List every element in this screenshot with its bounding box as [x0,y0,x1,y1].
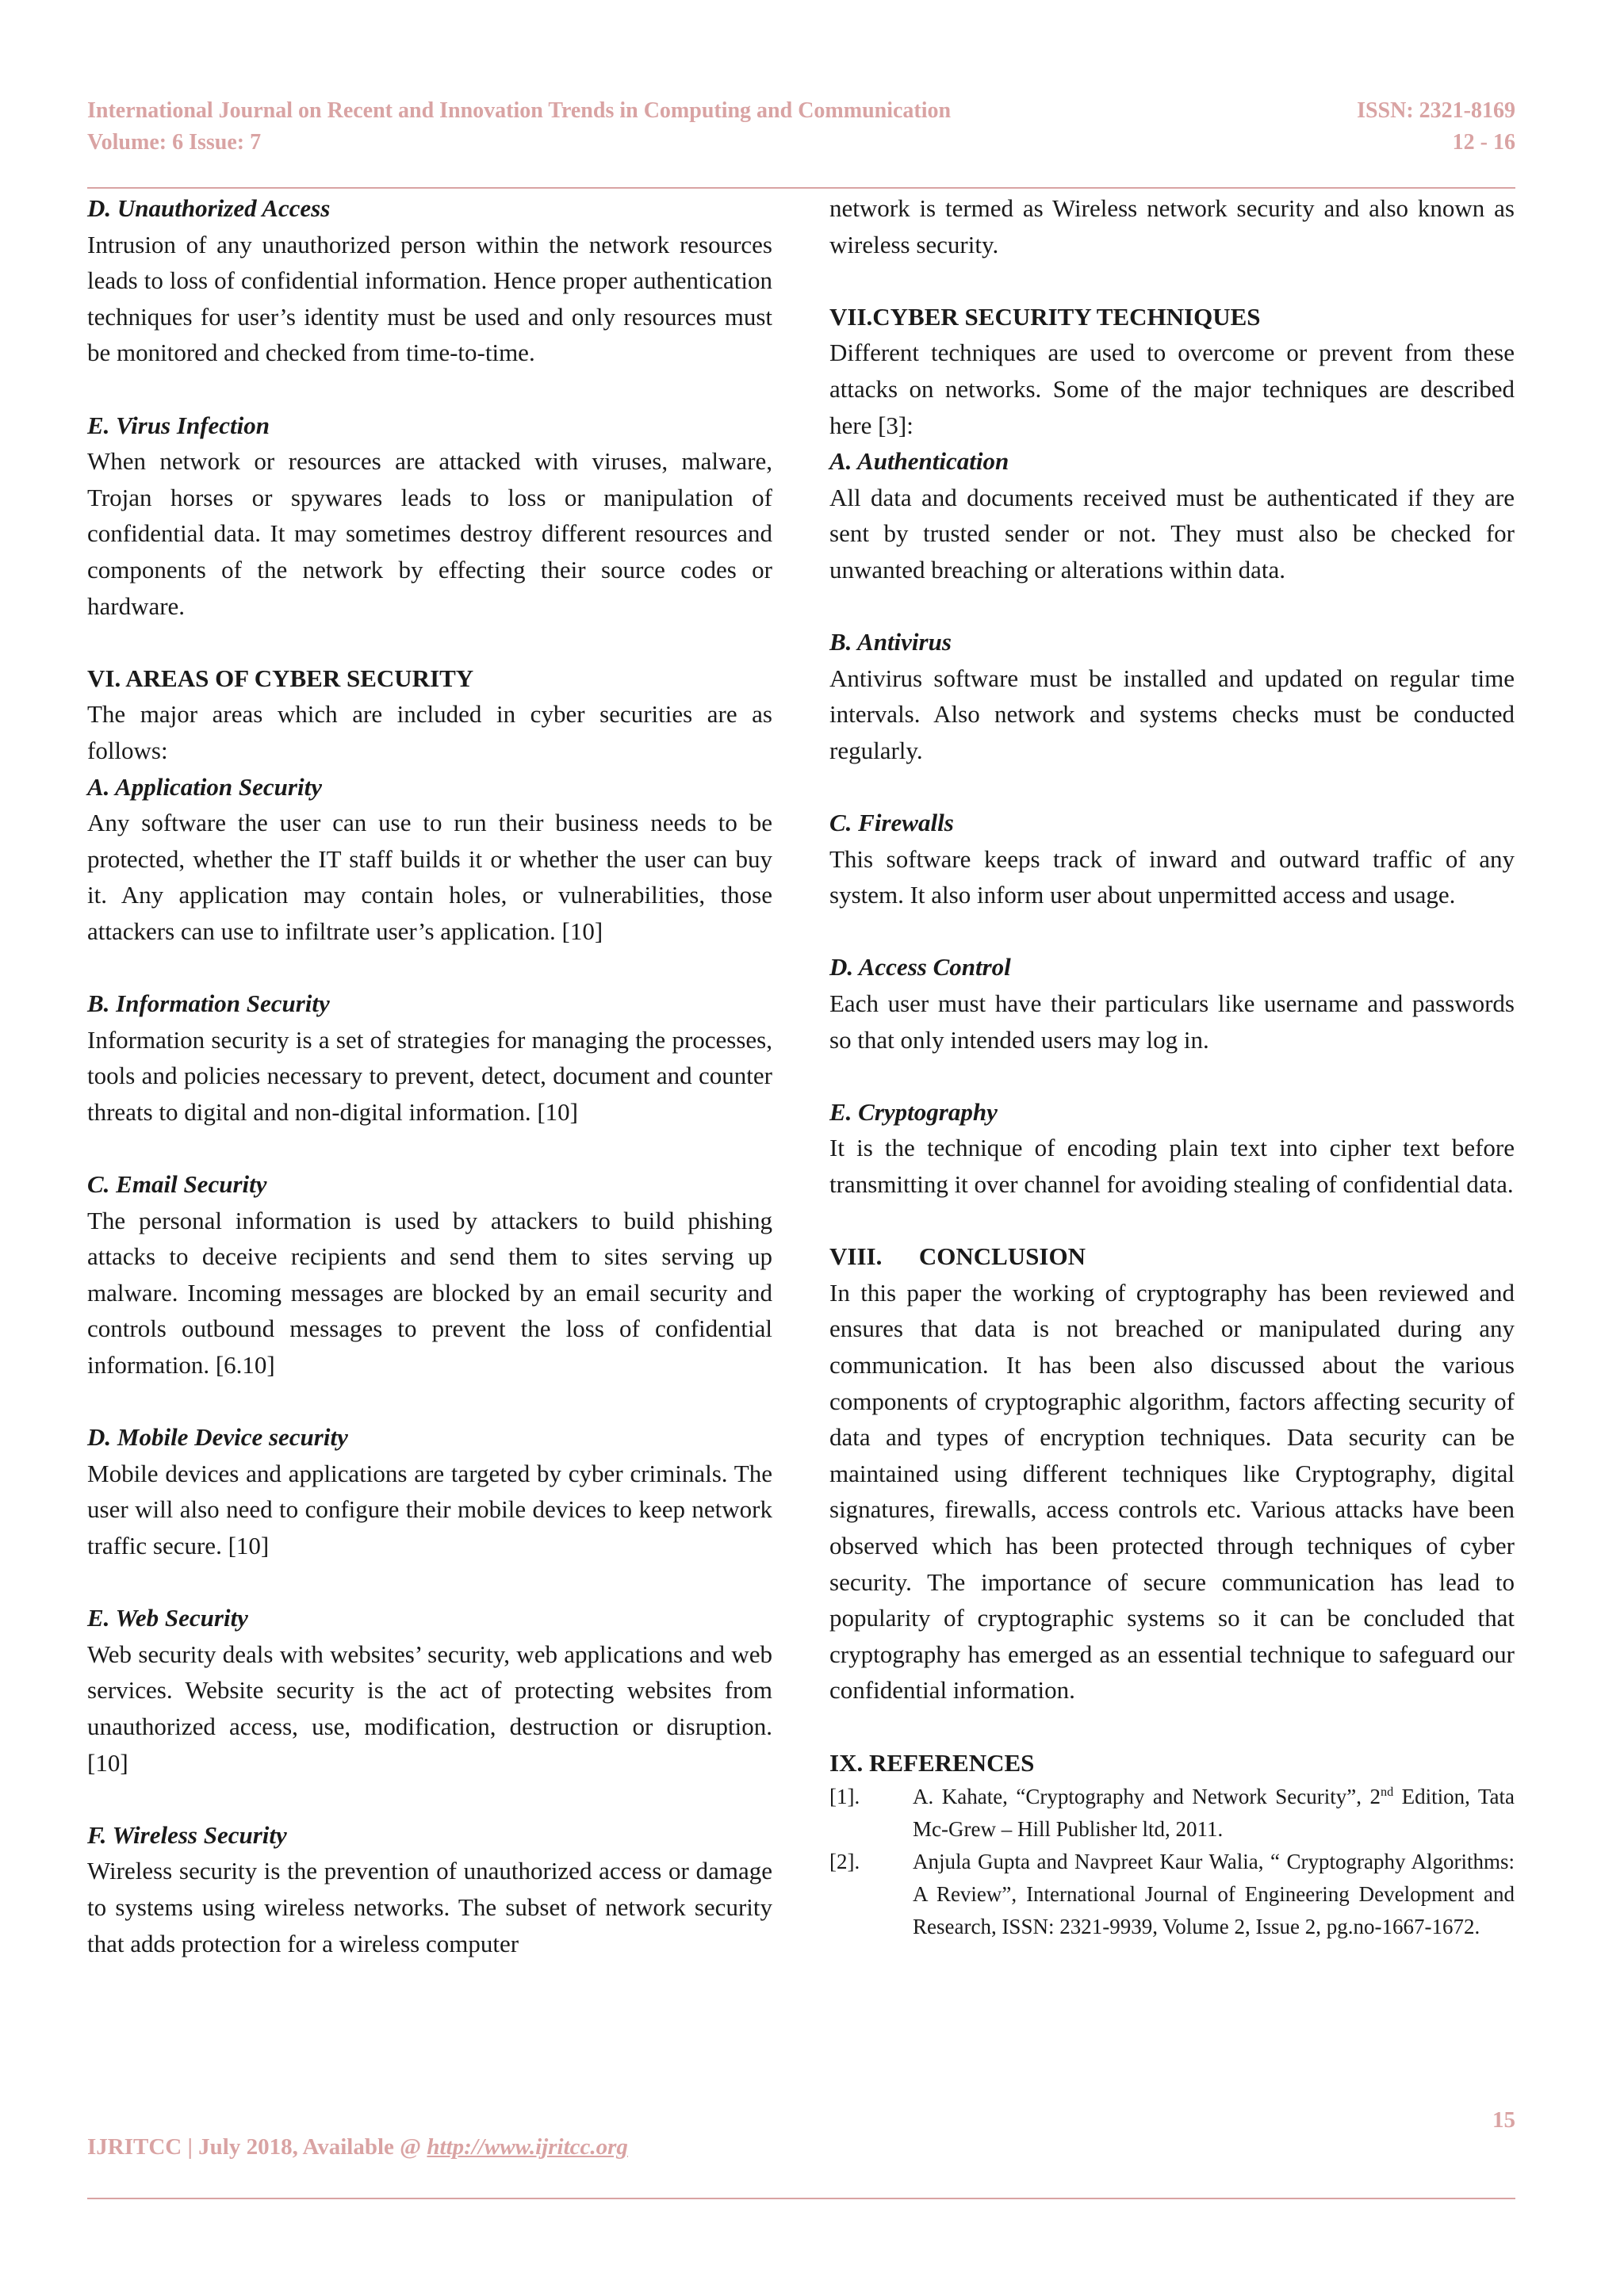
footer-text: IJRITCC | July 2018, Available @ [87,2134,427,2160]
paragraph: Each user must have their particulars like username and passwords so that only intended users may log in. [829,989,1515,1054]
page-range: 12 - 16 [1452,130,1515,155]
paragraph: The personal information is used by attackers to build phishing attacks to deceive recipients and send them to sites serving up malware. Incoming messages are blocked by an email security and controls outbound messages to prevent the loss of confidential information. [6.10] [87,1206,772,1379]
subsection-title: E. Cryptography [829,1097,998,1126]
reference-item [829,1781,1515,1846]
subsection-title: D. Mobile Device security [87,1423,348,1452]
paragraph: Wireless security is the prevention of unauthorized access or damage to systems using wireless networks. The subset of network security that adds protection for a wireless computer [87,1857,772,1957]
footer [87,2134,628,2160]
reference-text: Anjula Gupta and Navpreet Kaur Walia, “ Cryptography Algorithms: A Review”, International Journal of Engineering Development and Research, ISSN: 2321-9939, Volume 2, Issue 2, pg.no-1667-1672. [913,1850,1515,1939]
journal-name: International Journal on Recent and Innovation Trends in Computing and Communication [87,98,952,123]
paragraph: This software keeps track of inward and outward traffic of any system. It also inform user about unpermitted access and usage. [829,844,1515,909]
paragraph: Mobile devices and applications are targeted by cyber criminals. The user will also need to configure their mobile devices to keep network traffic secure. [10] [87,1459,772,1559]
subsection-title: C. Email Security [87,1170,267,1199]
issn: ISSN: 2321-8169 [1357,98,1515,123]
paragraph: network is termed as Wireless network security and also known as wireless security. [829,194,1515,258]
right-column [829,190,1515,1943]
paragraph: It is the technique of encoding plain text into cipher text before transmitting it over channel for avoiding stealing of confidential data. [829,1134,1515,1199]
subsection-title: D. Unauthorized Access [87,194,331,222]
paragraph: Information security is a set of strategies for managing the processes, tools and policies necessary to prevent, detect, document and counter threats to digital and non-digital information. [10] [87,1025,772,1126]
subsection-title: E. Web Security [87,1604,248,1632]
subsection-title: C. Firewalls [829,809,954,837]
header-rule [87,187,1515,189]
reference-text: A. Kahate, “Cryptography and Network Security”, 2nd Edition, Tata Mc-Grew – Hill Publisher ltd, 2011. [913,1785,1515,1842]
footer-rule [87,2198,1515,2199]
subsection-title: F. Wireless Security [87,1820,287,1849]
paragraph: Intrusion of any unauthorized person within the network resources leads to loss of confidential information. Hence proper authentication techniques for user’s identity must be used and only resources must be monitored and checked from time-to-time. [87,230,772,367]
subsection-title: B. Information Security [87,989,330,1018]
reference-list [829,1781,1515,1943]
subsection-title: A. Authentication [829,447,1009,476]
paragraph: All data and documents received must be authenticated if they are sent by trusted sender or not. They must also be checked for unwanted breaching or alterations within data. [829,483,1515,584]
volume-issue: Volume: 6 Issue: 7 [87,130,262,155]
subsection-title: E. Virus Infection [87,411,270,439]
header-right [1357,95,1515,159]
section-heading: VII.CYBER SECURITY TECHNIQUES [829,302,1261,331]
section-heading: VI. AREAS OF CYBER SECURITY [87,664,474,692]
left-column [87,190,772,1961]
subsection-title: B. Antivirus [829,628,952,656]
paragraph: In this paper the working of cryptography has been reviewed and ensures that data is not breached or manipulated during any communication. It has been also discussed about the various components of cryptographic algorithm, factors affecting security of data and types of encryption techniques. Data security can be maintained using different techniques like Cryptography, digital signatures, firewalls, access controls etc. Various attacks have been observed which has been protected through techniques of cyber security. The importance of secure communication has lead to popularity of cryptographic systems so it can be concluded that cryptography has emerged as an essential technique to safeguard our confidential information. [829,1278,1515,1705]
section-heading: IX. REFERENCES [829,1748,1035,1777]
paragraph: When network or resources are attacked with viruses, malware, Trojan horses or spywares leads to loss or manipulation of confidential data. It may sometimes destroy different resources and components of the network by effecting their source codes or hardware. [87,447,772,620]
reference-number: [2]. [829,1850,860,1874]
paragraph: The major areas which are included in cyber securities are as follows: [87,700,772,764]
paragraph: Web security deals with websites’ security, web applications and web services. Website security is the act of protecting websites from unauthorized access, use, modification, destruction or disruption. [10] [87,1640,772,1777]
reference-item [829,1846,1515,1943]
page-number: 15 [1492,2107,1515,2133]
paragraph: Antivirus software must be installed and updated on regular time intervals. Also network and systems checks must be conducted regularly. [829,664,1515,764]
header-left [87,95,951,159]
paragraph: Different techniques are used to overcome or prevent from these attacks on networks. Some of the major techniques are described here [3]: [829,339,1515,439]
footer-link[interactable]: http://www.ijritcc.org [427,2134,628,2160]
subsection-title: D. Access Control [829,953,1011,982]
paragraph: Any software the user can use to run their business needs to be protected, whether the IT staff builds it or whether the user can buy it. Any application may contain holes, or vulnerabilities, those attackers can use to infiltrate user’s application. [10] [87,809,772,945]
section-heading: VIII. CONCLUSION [829,1242,1086,1271]
subsection-title: A. Application Security [87,772,322,801]
reference-number: [1]. [829,1785,860,1809]
